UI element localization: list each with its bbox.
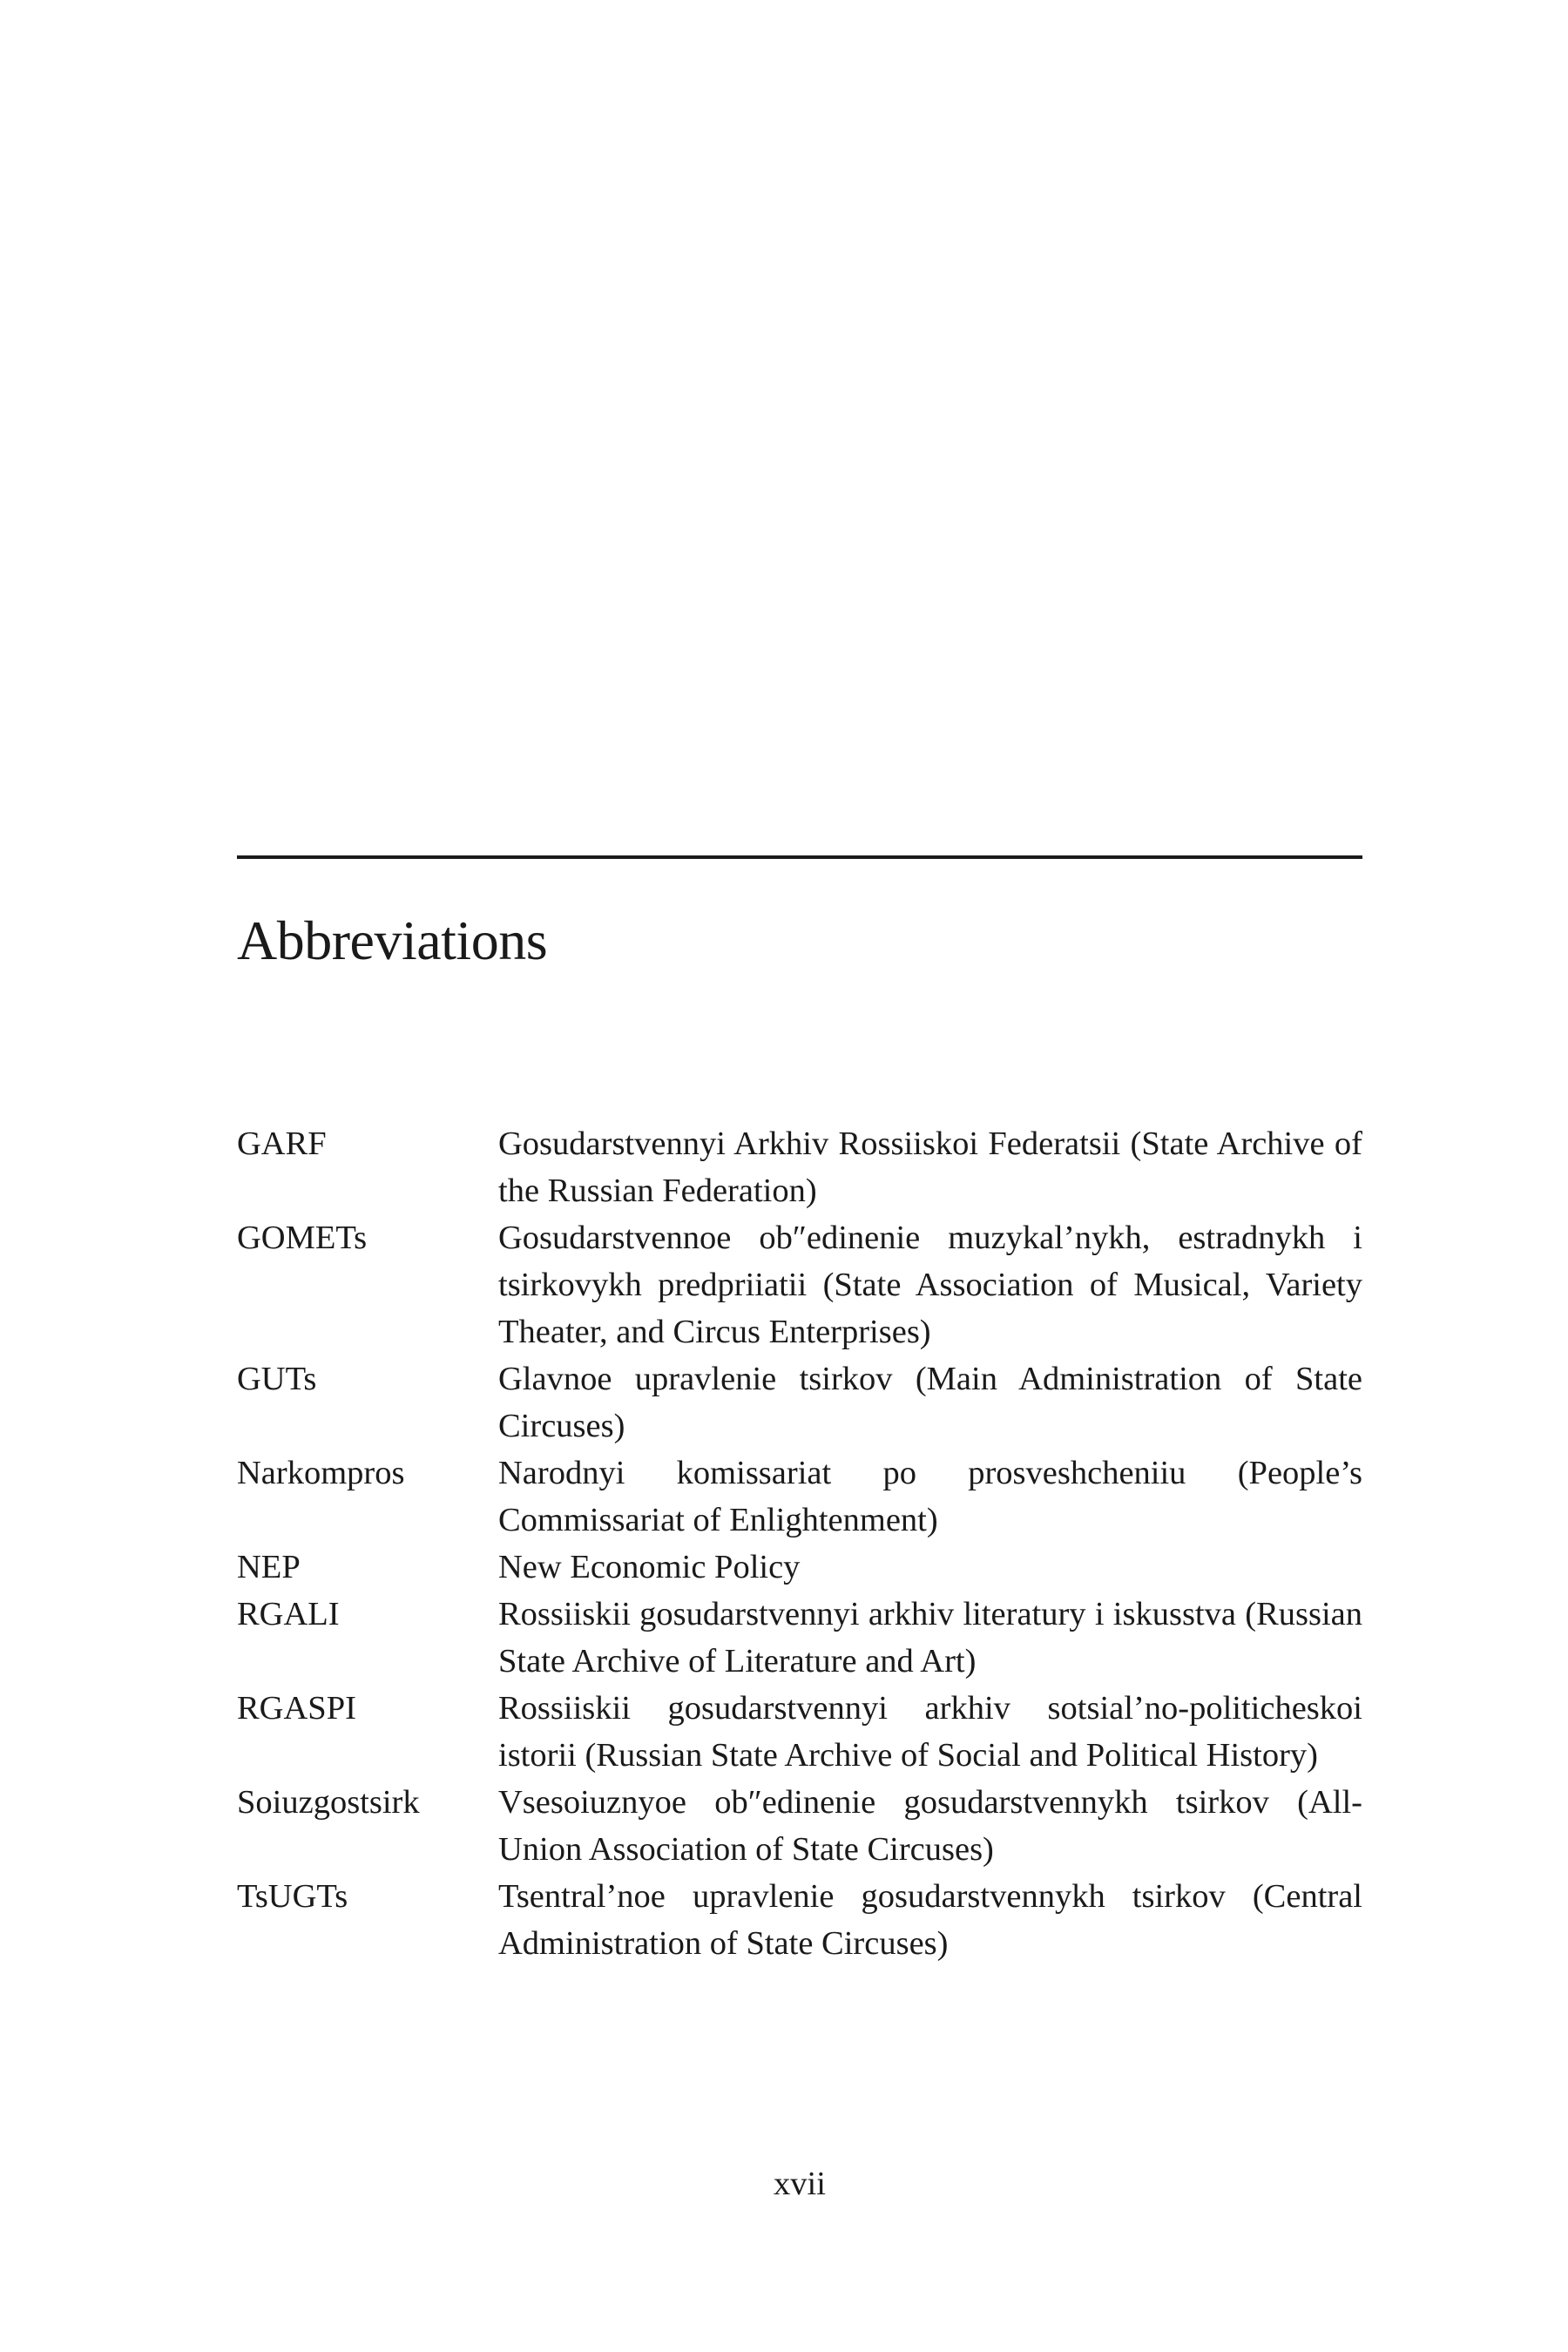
page-number: xvii — [774, 2166, 826, 2202]
abbreviation-term: GUTs — [237, 1361, 317, 1397]
abbreviation-definition: Narodnyi komissariat po prosveshcheniiu (People’s Commissariat of Enlightenment) — [498, 1455, 1362, 1538]
abbreviation-entry-rgali — [237, 1591, 1362, 1685]
abbreviation-definition: Rossiiskii gosudarstvennyi arkhiv sotsial’no-politicheskoi istorii (Russian State Archive of Social and Political History) — [498, 1690, 1362, 1774]
abbreviation-definition: Vsesoiuznyoe ob″edinenie gosudarstvennykh tsirkov (All-Union Association of State Circuses) — [498, 1784, 1362, 1868]
abbreviation-entry-garf — [237, 1120, 1362, 1214]
abbreviation-definition: Glavnoe upravlenie tsirkov (Main Administration of State Circuses) — [498, 1361, 1362, 1444]
abbreviation-term: GARF — [237, 1125, 327, 1162]
abbreviation-term: NEP — [237, 1549, 301, 1585]
abbreviation-term: GOMETs — [237, 1220, 368, 1256]
abbreviation-term: Narkompros — [237, 1455, 405, 1491]
abbreviation-entry-narkompros — [237, 1450, 1362, 1544]
abbreviation-term: Soiuzgostsirk — [237, 1784, 420, 1821]
abbreviation-term: TsUGTs — [237, 1878, 348, 1915]
abbreviation-entry-gomets — [237, 1214, 1362, 1355]
chapter-title: Abbreviations — [237, 909, 548, 971]
chapter-title-rule — [237, 855, 1362, 859]
abbreviation-entry-soiuzgostsirk — [237, 1779, 1362, 1873]
abbreviation-term: RGASPI — [237, 1690, 356, 1727]
abbreviation-entry-rgaspi — [237, 1685, 1362, 1779]
abbreviation-entry-guts — [237, 1355, 1362, 1450]
abbreviation-entry-tsugts — [237, 1873, 1362, 1967]
abbreviation-entry-nep — [237, 1544, 1362, 1591]
abbreviation-definition: Tsentral’noe upravlenie gosudarstvennykh tsirkov (Central Administration of State Circuses) — [498, 1878, 1362, 1962]
abbreviation-definition: New Economic Policy — [498, 1549, 801, 1585]
abbreviation-definition: Gosudarstvennoe ob″edinenie muzykal’nykh, estradnykh i tsirkovykh predpriiatii (State Association of Musical, Variety Theater, and Circus Enterprises) — [498, 1220, 1362, 1350]
abbreviation-definition: Rossiiskii gosudarstvennyi arkhiv literatury i iskusstva (Russian State Archive of Literature and Art) — [498, 1596, 1362, 1680]
abbreviation-term: RGALI — [237, 1596, 340, 1632]
abbreviation-definition: Gosudarstvennyi Arkhiv Rossiiskoi Federatsii (State Archive of the Russian Federation) — [498, 1125, 1362, 1209]
abbreviation-list — [237, 1120, 1362, 1967]
